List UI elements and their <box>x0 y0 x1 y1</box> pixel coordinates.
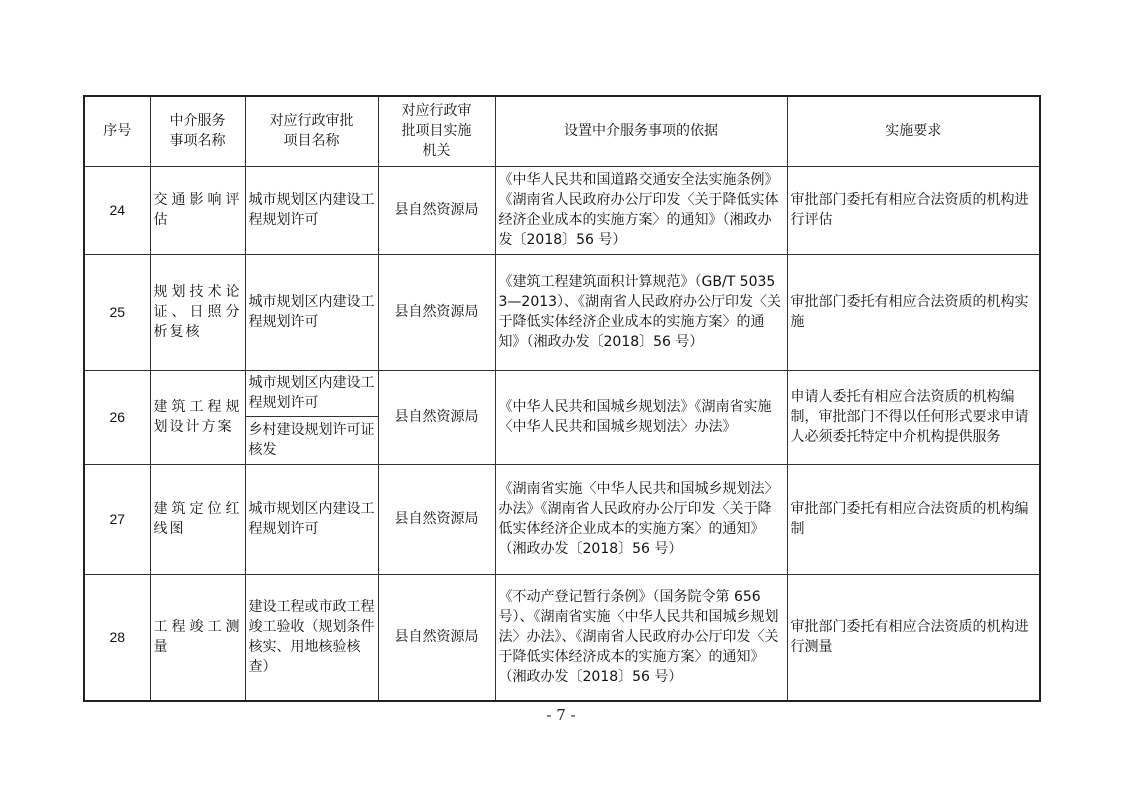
approval-item: 乡村建设规划许可证核发 <box>245 416 378 464</box>
service-name: 规划技术论证、日照分析复核 <box>150 254 245 370</box>
header-basis: 设置中介服务事项的依据 <box>495 96 787 166</box>
requirement: 审批部门委托有相应合法资质的机构进行评估 <box>787 166 1040 254</box>
row-number: 27 <box>84 464 150 574</box>
approval-item: 建设工程或市政工程竣工验收（规划条件核实、用地核验核查） <box>245 574 378 701</box>
approval-item: 城市规划区内建设工程规划许可 <box>245 370 378 416</box>
agency: 县自然资源局 <box>378 254 495 370</box>
basis: 《中华人民共和国城乡规划法》《湖南省实施〈中华人民共和国城乡规划法〉办法》 <box>495 370 787 464</box>
table-row <box>84 166 1040 254</box>
service-name: 交通影响评估 <box>150 166 245 254</box>
table-row <box>84 254 1040 370</box>
approval-item: 城市规划区内建设工程规划许可 <box>245 166 378 254</box>
agency: 县自然资源局 <box>378 370 495 464</box>
table-header-row <box>84 96 1040 166</box>
row-number: 25 <box>84 254 150 370</box>
page-number: - 7 - <box>546 706 576 724</box>
header-requirement: 实施要求 <box>787 96 1040 166</box>
basis: 《中华人民共和国道路交通安全法实施条例》《湖南省人民政府办公厅印发〈关于降低实体经济企业成本的实施方案〉的通知》（湘政办发〔2018〕56 号） <box>495 166 787 254</box>
approval-item: 城市规划区内建设工程规划许可 <box>245 464 378 574</box>
row-number: 24 <box>84 166 150 254</box>
approval-item: 城市规划区内建设工程规划许可 <box>245 254 378 370</box>
header-no: 序号 <box>84 96 150 166</box>
requirement: 审批部门委托有相应合法资质的机构进行测量 <box>787 574 1040 701</box>
basis: 《不动产登记暂行条例》（国务院令第 656 号）、《湖南省实施〈中华人民共和国城乡规划法〉办法》、《湖南省人民政府办公厅印发〈关于降低实体经济成本的实施方案〉的通知》（湘政办发〔2018〕56 号） <box>495 574 787 701</box>
agency: 县自然资源局 <box>378 574 495 701</box>
agency: 县自然资源局 <box>378 464 495 574</box>
basis: 《湖南省实施〈中华人民共和国城乡规划法〉办法》《湖南省人民政府办公厅印发〈关于降低实体经济企业成本的实施方案〉的通知》（湘政办发〔2018〕56 号） <box>495 464 787 574</box>
service-name: 建筑定位红线图 <box>150 464 245 574</box>
service-name: 工程竣工测量 <box>150 574 245 701</box>
table-row <box>84 574 1040 701</box>
requirement: 审批部门委托有相应合法资质的机构编制 <box>787 464 1040 574</box>
header-service-name: 中介服务事项名称 <box>150 96 245 166</box>
row-number: 26 <box>84 370 150 464</box>
table-row <box>84 464 1040 574</box>
header-approval-item: 对应行政审批项目名称 <box>245 96 378 166</box>
requirement: 申请人委托有相应合法资质的机构编制，审批部门不得以任何形式要求申请人必须委托特定中介机构提供服务 <box>787 370 1040 464</box>
row-number: 28 <box>84 574 150 701</box>
basis: 《建筑工程建筑面积计算规范》（GB/T 50353—2013）、《湖南省人民政府办公厅印发〈关于降低实体经济企业成本的实施方案〉的通知》（湘政办发〔2018〕56 号） <box>495 254 787 370</box>
agency: 县自然资源局 <box>378 166 495 254</box>
table-row <box>84 370 1040 416</box>
header-agency: 对应行政审批项目实施机关 <box>378 96 495 166</box>
intermediary-services-table <box>83 95 1041 702</box>
requirement: 审批部门委托有相应合法资质的机构实施 <box>787 254 1040 370</box>
service-name: 建筑工程规划设计方案 <box>150 370 245 464</box>
